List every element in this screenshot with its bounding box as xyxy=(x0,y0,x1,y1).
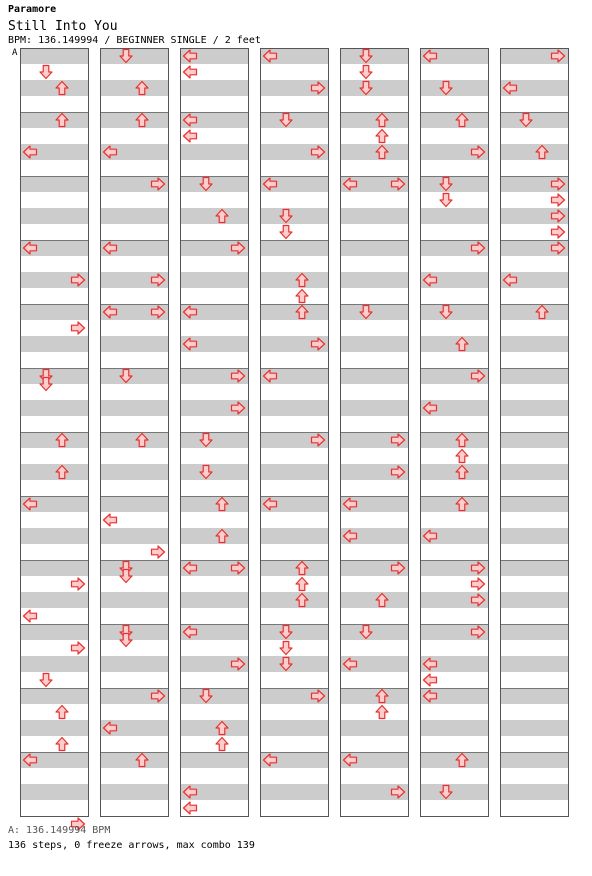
beat-stripe xyxy=(500,592,568,608)
arrow-right-icon xyxy=(72,642,85,654)
arrow-up-icon xyxy=(216,738,228,751)
beat-stripe xyxy=(20,112,88,128)
arrow-left-icon xyxy=(24,610,37,622)
arrow-left-icon xyxy=(184,130,197,142)
beat-stripe xyxy=(420,752,488,768)
beat-stripe xyxy=(500,112,568,128)
beat-stripe xyxy=(420,432,488,448)
beat-stripe xyxy=(500,464,568,480)
chart-column xyxy=(500,48,569,817)
beat-stripe xyxy=(260,112,328,128)
beat-stripe xyxy=(420,112,488,128)
arrow-right-icon xyxy=(472,578,485,590)
beat-stripe xyxy=(500,304,568,320)
beat-stripe xyxy=(180,720,248,736)
beat-stripe xyxy=(340,240,408,256)
beat-stripe xyxy=(20,464,88,480)
arrow-up-icon xyxy=(296,578,308,591)
beat-stripe xyxy=(260,592,328,608)
arrow-right-icon xyxy=(552,226,565,238)
beat-stripe xyxy=(20,784,88,800)
arrow-left-icon xyxy=(184,802,197,814)
beat-stripe xyxy=(100,656,168,672)
beat-stripe xyxy=(180,752,248,768)
arrow-right-icon xyxy=(72,322,85,334)
beat-stripe xyxy=(500,144,568,160)
beat-stripe xyxy=(260,784,328,800)
beat-stripe xyxy=(100,112,168,128)
beat-stripe xyxy=(260,528,328,544)
beat-stripe xyxy=(420,464,488,480)
beat-stripe xyxy=(100,208,168,224)
beat-stripe xyxy=(20,336,88,352)
beat-stripe xyxy=(20,720,88,736)
beat-stripe xyxy=(180,208,248,224)
beat-stripe xyxy=(260,624,328,640)
arrow-up-icon xyxy=(456,450,468,463)
beat-stripe xyxy=(100,400,168,416)
beat-stripe xyxy=(420,304,488,320)
beat-stripe xyxy=(180,592,248,608)
arrow-up-icon xyxy=(376,706,388,719)
beat-stripe xyxy=(100,432,168,448)
beat-stripe xyxy=(100,496,168,512)
beat-stripe xyxy=(20,176,88,192)
beat-stripe xyxy=(180,176,248,192)
beat-stripe xyxy=(500,336,568,352)
beat-stripe xyxy=(500,720,568,736)
beat-stripe xyxy=(420,784,488,800)
beat-stripe xyxy=(260,240,328,256)
arrow-right-icon xyxy=(152,546,165,558)
beat-stripe xyxy=(20,48,88,64)
beat-stripe xyxy=(340,400,408,416)
beat-stripe xyxy=(20,368,88,384)
beat-stripe xyxy=(420,496,488,512)
beat-stripe xyxy=(260,464,328,480)
beat-stripe xyxy=(500,528,568,544)
beat-stripe xyxy=(500,784,568,800)
beat-stripe xyxy=(500,624,568,640)
beat-stripe xyxy=(20,560,88,576)
beat-stripe xyxy=(340,304,408,320)
beat-stripe xyxy=(20,400,88,416)
step-stats: 136 steps, 0 freeze arrows, max combo 139 xyxy=(8,840,255,851)
beat-stripe xyxy=(180,464,248,480)
beat-stripe xyxy=(420,80,488,96)
beat-stripe xyxy=(260,400,328,416)
arrow-left-icon xyxy=(184,66,197,78)
beat-stripe xyxy=(100,464,168,480)
beat-stripe xyxy=(340,112,408,128)
beat-stripe xyxy=(340,80,408,96)
beat-stripe xyxy=(180,144,248,160)
chart-column xyxy=(20,48,89,817)
beat-stripe xyxy=(500,688,568,704)
beat-stripe xyxy=(20,528,88,544)
beat-stripe xyxy=(100,80,168,96)
beat-stripe xyxy=(420,336,488,352)
beat-stripe xyxy=(100,784,168,800)
artist-name: Paramore xyxy=(8,4,57,15)
beat-stripe xyxy=(500,656,568,672)
beat-stripe xyxy=(20,624,88,640)
beat-stripe xyxy=(180,528,248,544)
arrow-right-icon xyxy=(552,194,565,206)
beat-stripe xyxy=(340,368,408,384)
beat-stripe xyxy=(340,48,408,64)
beat-stripe xyxy=(20,432,88,448)
bpm-legend: A: 136.149994 BPM xyxy=(8,825,111,836)
arrow-right-icon xyxy=(72,578,85,590)
beat-stripe xyxy=(100,336,168,352)
beat-stripe xyxy=(20,304,88,320)
beat-stripe xyxy=(500,752,568,768)
chart-meta: BPM: 136.149994 / BEGINNER SINGLE / 2 feet xyxy=(8,35,261,46)
beat-stripe xyxy=(260,304,328,320)
beat-stripe xyxy=(420,208,488,224)
beat-stripe xyxy=(500,368,568,384)
arrow-left-icon xyxy=(104,514,117,526)
beat-stripe xyxy=(340,720,408,736)
beat-stripe xyxy=(260,272,328,288)
arrow-down-icon xyxy=(360,66,372,79)
beat-stripe xyxy=(420,720,488,736)
beat-stripe xyxy=(100,752,168,768)
arrow-down-icon xyxy=(280,642,292,655)
beat-stripe xyxy=(340,592,408,608)
beat-stripe xyxy=(500,560,568,576)
beat-stripe xyxy=(500,400,568,416)
beat-stripe xyxy=(260,656,328,672)
arrow-down-icon xyxy=(40,66,52,79)
beat-stripe xyxy=(20,656,88,672)
beat-stripe xyxy=(20,688,88,704)
beat-stripe xyxy=(500,432,568,448)
arrow-up-icon xyxy=(56,738,68,751)
beat-stripe xyxy=(340,208,408,224)
beat-stripe xyxy=(180,272,248,288)
beat-stripe xyxy=(100,48,168,64)
beat-stripe xyxy=(260,208,328,224)
beat-stripe xyxy=(500,496,568,512)
beat-stripe xyxy=(180,432,248,448)
arrow-left-icon xyxy=(424,674,437,686)
beat-stripe xyxy=(340,688,408,704)
beat-stripe xyxy=(260,720,328,736)
chart-column xyxy=(340,48,409,817)
beat-stripe xyxy=(180,80,248,96)
beat-stripe xyxy=(20,80,88,96)
beat-stripe xyxy=(180,688,248,704)
beat-stripe xyxy=(340,624,408,640)
beat-stripe xyxy=(20,592,88,608)
arrow-up-icon xyxy=(56,706,68,719)
arrow-down-icon xyxy=(440,194,452,207)
beat-stripe xyxy=(340,144,408,160)
beat-stripe xyxy=(340,336,408,352)
arrow-down-icon xyxy=(40,674,52,687)
beat-stripe xyxy=(100,368,168,384)
beat-stripe xyxy=(340,272,408,288)
beat-stripe xyxy=(20,208,88,224)
beat-stripe xyxy=(100,528,168,544)
bpm-marker-label: A xyxy=(12,48,18,58)
arrow-up-icon xyxy=(376,130,388,143)
beat-stripe xyxy=(100,624,168,640)
beat-stripe xyxy=(180,496,248,512)
arrow-down-icon xyxy=(280,226,292,239)
beat-stripe xyxy=(100,592,168,608)
chart-column xyxy=(180,48,249,817)
arrow-up-icon xyxy=(296,290,308,303)
beat-stripe xyxy=(420,176,488,192)
beat-stripe xyxy=(260,560,328,576)
beat-stripe xyxy=(100,560,168,576)
song-title: Still Into You xyxy=(8,19,118,34)
